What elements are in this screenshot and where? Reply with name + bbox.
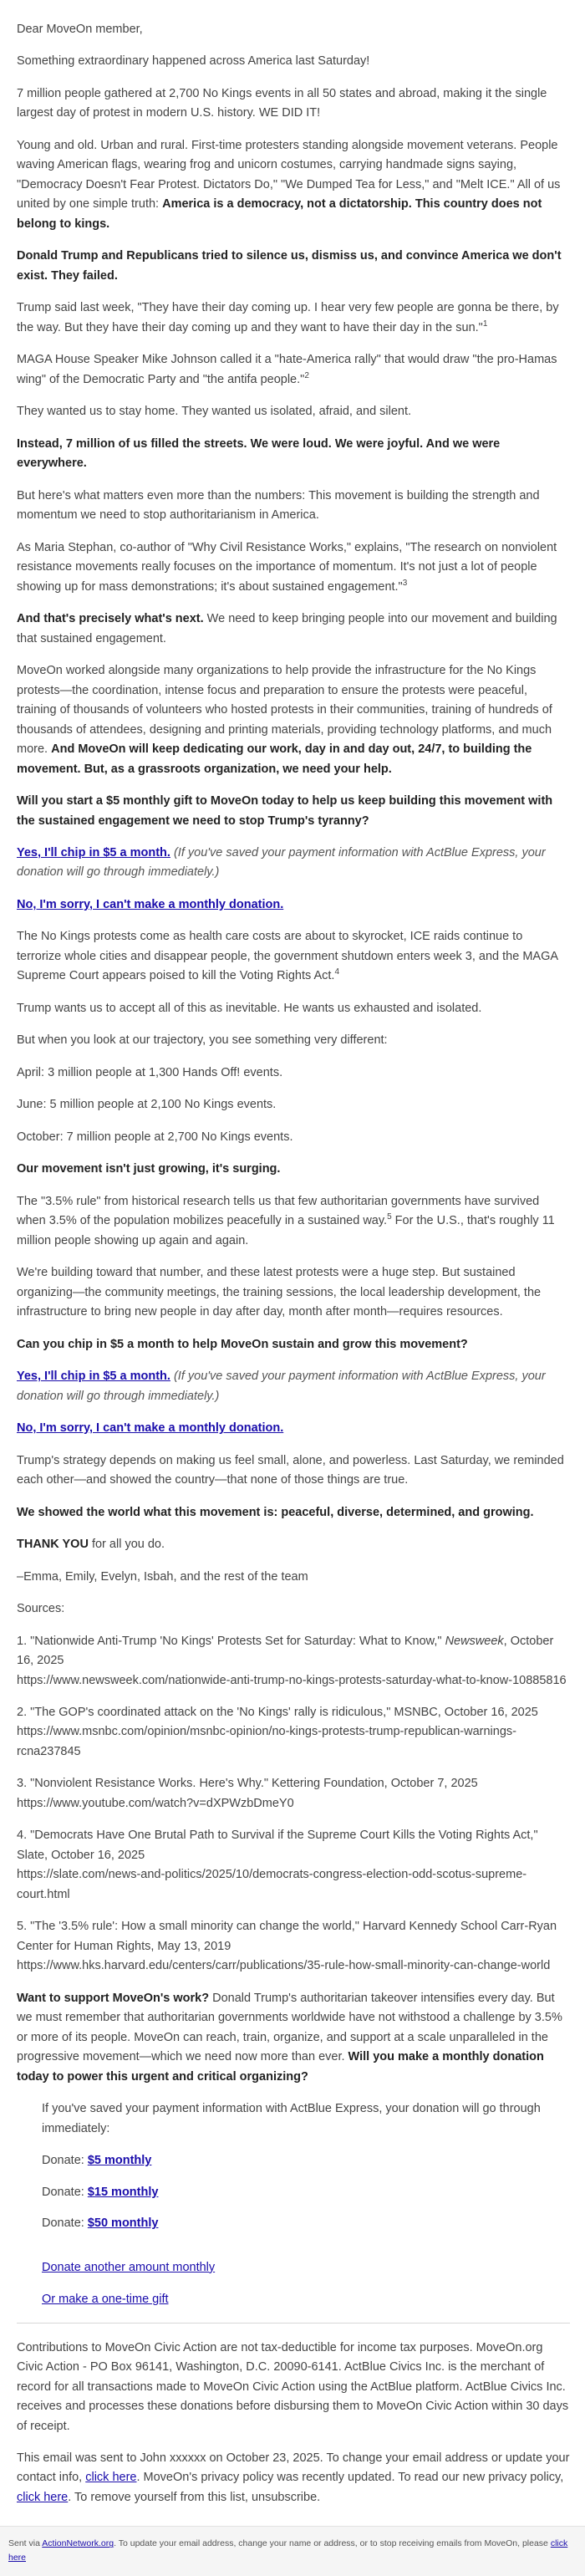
count-paragraph: 7 million people gathered at 2,700 No Kings events in all 50 states and abroad, making it the single largest day of protest in modern U.S. history. WE DID IT! — [17, 86, 547, 120]
instead-paragraph — [17, 435, 570, 474]
stephan-paragraph — [17, 538, 570, 597]
support-paragraph — [17, 1989, 570, 2087]
source-date: , October 16, 2025 — [17, 1634, 554, 1668]
source-item — [17, 1826, 570, 1905]
privacy-policy-link[interactable]: click here — [17, 2490, 69, 2504]
email-footer — [0, 2526, 585, 2576]
sent-to-text: This email was sent to John xxxxxx on October 23, 2025. To change your email address or update your contact info, — [17, 2451, 570, 2485]
source-title: 4. "Democrats Have One Brutal Path to Survival if the Supreme Court Kills the Voting Rights Act," Slate, October 16, 2025 — [17, 1829, 538, 1862]
source-title: 2. "The GOP's coordinated attack on the 'No Kings' rally is ridiculous," MSNBC, October 16, 2025 — [17, 1706, 538, 1719]
source-item — [17, 1774, 570, 1813]
worked-paragraph — [17, 661, 570, 779]
source-url: https://www.newsweek.com/nationwide-anti-trump-no-kings-protests-saturday-what-to-know-10885816 — [17, 1673, 567, 1687]
no-paragraph-2 — [17, 1419, 570, 1438]
footer-text: . To update your email address, change your name or address, or to stop receiving emails from MoveOn, please — [114, 2538, 551, 2549]
intro-paragraph: Something extraordinary happened across America last Saturday! — [17, 54, 370, 69]
trump-quote-text: Trump said last week, "They have their day coming up. I hear very few people are gonna be there, by the way. But they have their day coming up and they want to have their day in the sun." — [17, 301, 559, 334]
footer-sent-via: Sent via — [8, 2538, 43, 2549]
actblue-note-1: (If you've saved your payment information with ActBlue Express, your donation will go through immediately.) — [17, 845, 546, 880]
worked-text: MoveOn worked alongside many organizations to help provide the infrastructure for the No Kings protests—the coordination, intense focus and preparation to ensure the protests were peaceful, training of thousands of volunteers who hosted protests in their communities, training of hundreds of thousands of attendees, designing and printing materials, providing technology platforms, and much more. — [17, 664, 552, 757]
footnote-5: 5 — [387, 1212, 392, 1222]
source-item — [17, 1703, 570, 1762]
divider — [17, 2323, 570, 2324]
worked-bold: And MoveOn will keep dedicating our work, day in and day out, 24/7, to building the movement. But, as a grassroots organization, we need your help. — [17, 742, 532, 776]
donate-prefix: Donate: — [42, 2185, 88, 2199]
yes-paragraph-1 — [17, 844, 570, 883]
sent-to-paragraph — [17, 2449, 570, 2507]
actblue-note-2: (If you've saved your payment information with ActBlue Express, your donation will go through immediately.) — [17, 1370, 546, 1403]
source-item — [17, 1632, 570, 1691]
footer-click-here-link[interactable]: click here — [8, 2538, 568, 2563]
ask-paragraph-2 — [17, 1335, 570, 1354]
silence-bold: Donald Trump and Republicans tried to silence us, dismiss us, and convince America we don't exist. They failed. — [17, 249, 562, 283]
next-bold: And that's precisely what's next. — [17, 612, 204, 626]
no-donate-link-1[interactable]: No, I'm sorry, I can't make a monthly donation. — [17, 897, 284, 911]
johnson-paragraph — [17, 350, 570, 390]
source-url: https://www.hks.harvard.edu/centers/carr/publications/35-rule-how-small-minority-can-change-world — [17, 1959, 551, 1973]
legal-paragraph: Contributions to MoveOn Civic Action are not tax-deductible for income tax purposes. MoveOn.org Civic Action - PO Box 96141, Washington, D.C. 20090-6141. ActBlue Civics Inc. is the merchant of record for all transactions made to MoveOn Civic Action using the ActBlue platform. ActBlue Civics Inc. receives and processes these donations before disbursing them to MoveOn Civic Action within 30 days of receipt. — [17, 2340, 569, 2433]
support-bold-2: Will you make a monthly donation today to power this urgent and critical organizing? — [17, 2050, 544, 2084]
donate-line-15 — [42, 2183, 570, 2201]
june-paragraph: June: 5 million people at 2,100 No Kings events. — [17, 1098, 277, 1112]
protests-come-text: The No Kings protests come as health care costs are about to skyrocket, ICE raids continue to terrorize whole cities and disappear people, the government shutdown enters week 3, and the MAGA Supreme Court appears poised to kill the Voting Rights Act. — [17, 930, 558, 983]
stephan-text: As Maria Stephan, co-author of "Why Civil Resistance Works," explains, "The research on nonviolent resistance movements really focuses on the importance of momentum. It's not just a lot of people showing up for mass demonstrations; it's about sustained engagement." — [17, 540, 557, 594]
surging-bold: Our movement isn't just growing, it's surging. — [17, 1162, 281, 1176]
johnson-text: MAGA House Speaker Mike Johnson called it a "hate-America rally" that would draw "the pro-Hamas wing" of the Democratic Party and "the antifa people." — [17, 353, 557, 386]
instead-bold: Instead, 7 million of us filled the streets. We were loud. We were joyful. And we were everywhere. — [17, 436, 501, 471]
silence-paragraph — [17, 247, 570, 286]
donate-prefix: Donate: — [42, 2154, 88, 2168]
greeting: Dear MoveOn member, — [17, 23, 143, 36]
crowd-paragraph — [17, 136, 570, 234]
ask-bold-1: Will you start a $5 monthly gift to MoveOn today to help us keep building this movement with the sustained engagement we need to stop Trump's tyranny? — [17, 794, 553, 828]
source-url: https://www.youtube.com/watch?v=dXPWzbDmeY0 — [17, 1796, 294, 1810]
unsubscribe-text: . To remove yourself from this list, unsubscribe. — [68, 2490, 321, 2504]
april-paragraph: April: 3 million people at 1,300 Hands Off! events. — [17, 1065, 283, 1079]
no-paragraph-1 — [17, 895, 570, 915]
source-title: 3. "Nonviolent Resistance Works. Here's Why." Kettering Foundation, October 7, 2025 — [17, 1777, 478, 1791]
source-url: https://slate.com/news-and-politics/2025/10/democrats-congress-election-odd-scotus-supreme-court.html — [17, 1868, 527, 1901]
showed-paragraph — [17, 1503, 570, 1523]
footnote-3: 3 — [402, 578, 408, 588]
yes-paragraph-2 — [17, 1367, 570, 1406]
sources-label: Sources: — [17, 1602, 65, 1616]
ask-bold-2: Can you chip in $5 a month to help MoveOn sustain and grow this movement? — [17, 1337, 468, 1351]
protests-come-paragraph — [17, 927, 570, 986]
surging-paragraph — [17, 1160, 570, 1179]
next-text: We need to keep bringing people into our movement and building that sustained engagement. — [17, 612, 557, 645]
showed-bold: We showed the world what this movement is: peaceful, diverse, determined, and growing. — [17, 1505, 534, 1519]
yes-donate-link-2[interactable]: Yes, I'll chip in $5 a month. — [17, 1370, 170, 1384]
source-title: 5. "The '3.5% rule': How a small minority can change the world," Harvard Kennedy School Carr-Ryan Center for Human Rights, May 13, 2019 — [17, 1920, 557, 1953]
trajectory-paragraph: But when you look at our trajectory, you see something very different: — [17, 1033, 388, 1048]
crowd-bold: America is a democracy, not a dictatorship. This country does not belong to kings. — [17, 197, 542, 231]
action-network-link[interactable]: ActionNetwork.org — [42, 2538, 114, 2549]
footnote-1: 1 — [482, 319, 488, 329]
source-title: 1. "Nationwide Anti-Trump 'No Kings' Protests Set for Saturday: What to Know," — [17, 1634, 445, 1648]
donate-other-amount-link[interactable]: Donate another amount monthly — [42, 2260, 216, 2274]
inevitable-paragraph: Trump wants us to accept all of this as inevitable. He wants us exhausted and isolated. — [17, 1001, 482, 1015]
october-paragraph: October: 7 million people at 2,700 No Kings events. — [17, 1130, 293, 1144]
thank-you-bold: THANK YOU — [17, 1538, 89, 1552]
signoff: –Emma, Emily, Evelyn, Isbah, and the rest of the team — [17, 1569, 308, 1584]
numbers-paragraph: But here's what matters even more than the numbers: This movement is building the strength and momentum we need to stop authoritarianism in America. — [17, 488, 540, 523]
rule-paragraph — [17, 1192, 570, 1251]
donation-box — [42, 2099, 570, 2309]
next-paragraph — [17, 610, 570, 649]
rule-text: The "3.5% rule" from historical research tells us that few authoritarian governments have survived when 3.5% of the population mobilizes peacefully in a sustained way. — [17, 1194, 540, 1228]
donate-line-5 — [42, 2151, 570, 2170]
source-publication: Newsweek — [445, 1634, 504, 1648]
source-url: https://www.msnbc.com/opinion/msnbc-opinion/no-kings-protests-trump-republican-warnings-rcna237845 — [17, 1725, 516, 1758]
footnote-4: 4 — [334, 967, 339, 977]
donate-15-monthly-link[interactable]: $15 monthly — [87, 2185, 159, 2199]
support-bold: Want to support MoveOn's work? — [17, 1991, 210, 2005]
thank-you-rest: for all you do. — [88, 1538, 165, 1552]
donate-line-50 — [42, 2214, 570, 2232]
donate-50-monthly-link[interactable]: $50 monthly — [87, 2216, 159, 2231]
privacy-text: . MoveOn's privacy policy was recently updated. To read our new privacy policy, — [136, 2471, 564, 2485]
crowd-text: Young and old. Urban and rural. First-time protesters standing alongside movement veterans. People waving American flags, wearing frog and unicorn costumes, carrying handmade signs saying, "Democracy Doesn't Fear Protest. Dictators Do," "We Dumped Tea for Less," and "Melt ICE." All of us united by one simple truth: — [17, 138, 561, 212]
donation-box-intro: If you've saved your payment information with ActBlue Express, your donation will go through immediately: — [42, 2102, 541, 2135]
one-time-gift-link[interactable]: Or make a one-time gift — [42, 2293, 169, 2307]
thank-you-paragraph — [17, 1535, 570, 1554]
strategy-paragraph: Trump's strategy depends on making us feel small, alone, and powerless. Last Saturday, we reminded each other—and showed the country—that none of those things are true. — [17, 1453, 564, 1487]
building-paragraph: We're building toward that number, and these latest protests were a huge step. But sustained organizing—the community meetings, the training sessions, the local leadership development, the infrastructure to bring new people in day after day, month after month—requires resources. — [17, 1266, 542, 1319]
ask-paragraph-1 — [17, 792, 570, 831]
donate-5-monthly-link[interactable]: $5 monthly — [87, 2154, 152, 2168]
support-text: Donald Trump's authoritarian takeover intensifies every day. But we must remember that authoritarian governments worldwide have not withstood a challenge by 3.5% or more of its people. MoveOn can reach, train, organize, and support at a scale unparalleled in the progressive movement—which we need now more than ever. — [17, 1991, 562, 2064]
footnote-2: 2 — [304, 370, 309, 380]
rule-after-text: For the U.S., that's roughly 11 million people showing up again and again. — [17, 1214, 555, 1247]
update-contact-link[interactable]: click here — [85, 2471, 137, 2485]
yes-donate-link-1[interactable]: Yes, I'll chip in $5 a month. — [17, 845, 170, 860]
wanted-paragraph: They wanted us to stay home. They wanted us isolated, afraid, and silent. — [17, 405, 412, 419]
donate-prefix: Donate: — [42, 2216, 88, 2231]
trump-quote-paragraph — [17, 298, 570, 338]
source-item — [17, 1917, 570, 1976]
no-donate-link-2[interactable]: No, I'm sorry, I can't make a monthly donation. — [17, 1421, 284, 1436]
